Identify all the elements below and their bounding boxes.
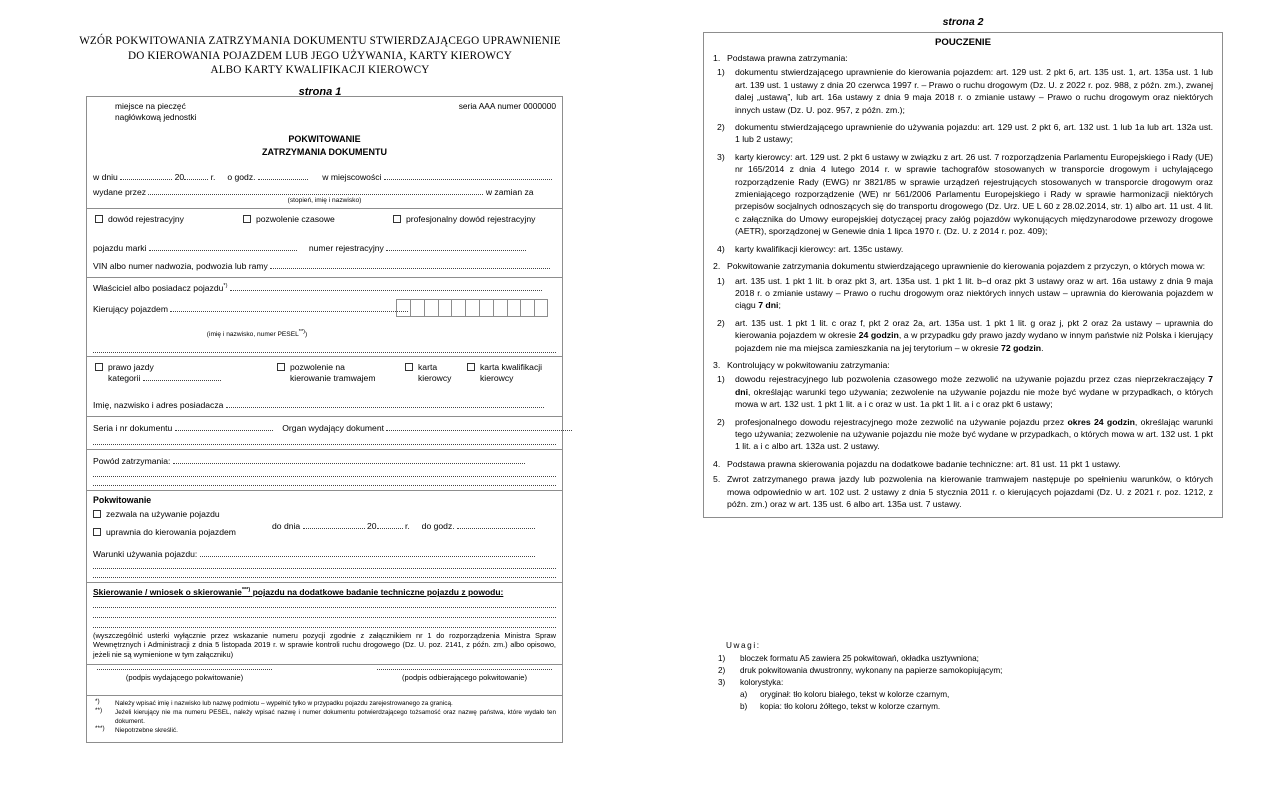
- checkbox-label: profesjonalny dowód rejestracyjny: [406, 213, 536, 224]
- referral-heading: [87, 583, 562, 600]
- instructions-title: POUCZENIE: [935, 37, 991, 48]
- checkbox-label-line2: kierowanie tramwajem: [290, 372, 376, 383]
- subitem-text: art. 135 ust. 1 pkt 1 lit. b oraz pkt 3, art. 135a ust. 1 pkt 1 lit. b–d oraz pkt 3 ustawy oraz w art. 16a ustawy z dnia 9 maja 2018 r. o zmianie ustawy – Prawo o ruchu drogowym oraz niektórych innych ustaw – uprawnia do kierowania pojazdem w ciągu 7 dni;: [735, 275, 1213, 311]
- form-title-line-2: ZATRZYMANIA DOKUMENTU: [262, 146, 387, 157]
- field-vehicle-make[interactable]: [149, 244, 297, 251]
- label-numer-rejestracyjny: numer rejestracyjny: [308, 242, 384, 253]
- referral-line-2: [87, 608, 562, 618]
- instruction-item: [713, 52, 1213, 64]
- signature-line-receiver: [377, 669, 552, 670]
- item-number: 3.: [713, 359, 721, 370]
- footnote-mark: *): [95, 697, 100, 705]
- field-category[interactable]: [143, 374, 221, 381]
- checkbox-box-icon[interactable]: [467, 363, 475, 371]
- subitem-text: profesjonalnego dowodu rejestracyjnego może zezwolić na używanie pojazdu przez okres 24 godzin, określając warunki tego używania; zezwolenie na używanie pojazdu nie może być wydane w przypadkach, o których mowa w art. 132 ust. 1 pkt 1 lit. a i c albo art. 132a ust. 2 ustawy.: [735, 416, 1213, 452]
- footnote-marker-1: *): [223, 283, 228, 290]
- document-series-section: [87, 417, 562, 450]
- series-row: [87, 417, 562, 435]
- note-text: druk pokwitowania dwustronny, wykonany na papierze samokopiującym;: [740, 665, 1003, 675]
- field-hour[interactable]: [258, 173, 308, 180]
- field-series[interactable]: [175, 424, 273, 431]
- label-organ: Organ wydający dokument: [282, 423, 384, 434]
- note-subnumber: a): [740, 689, 748, 699]
- stamp-line-1: miejsce na pieczęć: [115, 101, 186, 111]
- checkbox-box-icon[interactable]: [243, 215, 251, 223]
- signature-issuer-caption: (podpis wydającego pokwitowanie): [125, 672, 244, 682]
- driver-row: [87, 295, 562, 329]
- footnote-text: Jeżeli kierujący nie ma numeru PESEL, należy wpisać nazwę i numer dokumentu potwierdzającego tożsamość oraz nazwę państwa, które wydało ten dokument.: [115, 709, 556, 725]
- footnote-item: [93, 727, 556, 736]
- subitem-number: 1): [717, 374, 725, 385]
- checkbox-label-line1: karta kwalifikacji: [480, 362, 543, 373]
- permit-type-section: [87, 357, 562, 417]
- driver-caption: [87, 329, 407, 342]
- driver-caption-pre: (imię i nazwisko, numer PESEL: [206, 331, 299, 339]
- signature-receiver: [377, 669, 552, 682]
- driver-caption-post: ): [305, 331, 308, 339]
- subitem-number: 2): [717, 317, 725, 328]
- signature-receiver-caption: (podpis odbierającego pokwitowanie): [402, 672, 527, 682]
- subitem-text: dokumentu stwierdzającego uprawnienie do używania pojazdu: art. 129 ust. 2 pkt 6, art. 132 ust. 1 lub 1a lub art. 132a ust. 1 lub 2 ustawy;: [735, 122, 1213, 145]
- subitem-text: karty kierowcy: art. 129 ust. 2 pkt 6 ustawy w związku z art. 26 ust. 7 rozporządzenia Parlamentu Europejskiego i Rady (UE) nr 165/2014 z dnia 4 lutego 2014 r. w sprawie tachografów stosowanych w transporcie drogowym i uchylającego rozporządzenie Rady (EWG) nr 3821/85 w sprawie urządzeń rejestrujących stosowanych w transporcie drogowym oraz zmieniającego rozporządzenie (WE) nr 561/2006 Parlamentu Europejskiego i Rady w sprawie harmonizacji niektórych przepisów socjalnych odnoszących się do transportu drogowego (Dz. Urz. UE L 60 z 28.02.2014, str. 1) albo art. 11 ust. 4 lit. c załącznika do Umowy europejskiej dotyczącej pracy załóg pojazdów wykonujących międzynarodowe przewozy drogowe (AETR), sporządzonej w Genewie dnia 1 lipca 1970 r. (Dz. U. z 2014 r. poz. 409);: [735, 151, 1213, 237]
- subitem-number: 2): [717, 416, 725, 427]
- item-number: 4.: [713, 458, 721, 469]
- footnote-item: [93, 709, 556, 726]
- reason-row: [87, 450, 562, 468]
- label-warunki: Warunki używania pojazdu:: [93, 548, 198, 559]
- note-text: kolorystyka:: [740, 677, 784, 687]
- subitem-number: 4): [717, 243, 725, 254]
- label-year-prefix-2: 20: [366, 520, 377, 531]
- instruction-subitem: [713, 151, 1213, 238]
- form-title-line-1: POKWITOWANIE: [288, 134, 361, 144]
- stamp-placeholder: [115, 101, 196, 123]
- field-until-year[interactable]: [377, 521, 403, 528]
- checkbox-box-icon[interactable]: [93, 510, 101, 518]
- checkbox-label-line1: karta: [418, 362, 438, 373]
- page-1-label: strona 1: [298, 86, 342, 98]
- pesel-cell[interactable]: [438, 299, 452, 317]
- driver-extra-line: [87, 342, 562, 356]
- footnote-item: [93, 697, 556, 709]
- form-title: [87, 133, 562, 164]
- pesel-cell[interactable]: [534, 299, 548, 317]
- note-number: 1): [718, 653, 726, 663]
- label-vin: VIN albo numer nadwozia, podwozia lub ramy: [93, 261, 268, 272]
- stamp-line-2: nagłówkową jednostki: [115, 112, 197, 122]
- field-registration-number[interactable]: [386, 244, 526, 251]
- referral-text-pre: Skierowanie / wniosek o skierowanie: [93, 587, 242, 598]
- date-row: [87, 164, 562, 184]
- conditions-row: [87, 547, 562, 561]
- note-item: [718, 653, 1218, 665]
- item-number: 2.: [713, 261, 721, 272]
- pesel-cell[interactable]: [465, 299, 479, 317]
- label-do-dnia: do dnia: [272, 520, 301, 531]
- instruction-subitem: [713, 66, 1213, 116]
- label-w-zamian-za: w zamian za: [485, 186, 534, 197]
- checkbox-box-icon[interactable]: [95, 363, 103, 371]
- pesel-grid[interactable]: [396, 299, 548, 317]
- footnote-mark: **): [95, 707, 103, 715]
- label-r: r.: [210, 172, 216, 182]
- note-number: 3): [718, 677, 726, 687]
- subitem-text: dowodu rejestracyjnego lub pozwolenia czasowego może zezwolić na używanie pojazdu przez czas nieprzekraczający 7 dni, określając warunki tego używania; zezwolenie na używanie pojazdu nie może być wydane w przypadkach, o których mowa w art. 132 ust. 1 pkt 1 lit. a i c oraz w ust. 1a pkt 1 lit. a i c oraz pkt 6 ustawy;: [735, 374, 1213, 410]
- issued-by-caption: (stopień, imię i nazwisko): [287, 197, 362, 205]
- note-item: [718, 665, 1218, 677]
- field-until-hour[interactable]: [457, 521, 535, 528]
- title-line-3: ALBO KARTY KWALIFIKACJI KIEROWCY: [210, 64, 430, 77]
- referral-section: [87, 583, 562, 664]
- field-driver-name[interactable]: [170, 305, 408, 312]
- note-subitem: [718, 689, 1218, 701]
- subitem-number: 1): [717, 67, 725, 78]
- checkbox-zezwala[interactable]: [93, 509, 220, 520]
- reason-line-2: [87, 468, 562, 477]
- checkbox-box-icon[interactable]: [95, 215, 103, 223]
- serial-number: seria AAA numer 0000000: [458, 101, 556, 111]
- item-number: 5.: [713, 474, 721, 485]
- field-until-day[interactable]: [303, 521, 365, 528]
- page-2-label: strona 2: [942, 16, 984, 28]
- note-subnumber: b): [740, 701, 748, 711]
- label-do-godz: do godz.: [421, 520, 455, 531]
- item-text: Zwrot zatrzymanego prawa jazdy lub pozwolenia na kierowanie tramwajem następuje po spełnieniu warunków, o których mowa odpowiednio w art. 102 ust. 2 ustawy z dnia 5 stycznia 2011 r. o kierujących pojazdami (Dz. U. z 2021 r. poz. 1212, z późn. zm.) oraz w art. 135 ust. 6 albo art. 135a ust. 7 ustawy.: [727, 474, 1213, 509]
- subitem-text: art. 135 ust. 1 pkt 1 lit. c oraz f, pkt 2 oraz 2a, art. 135a ust. 1 pkt 1 lit. g oraz j, pkt 2 oraz 2a ustawy – uprawnia do kierowania pojazdem w okresie 24 godzin, a w przypadku gdy prawo jazdy wydano w innym państwie niż Polska i kierujący pojazdem nie ma miejsca zamieszkania na jej terytorium – w okresie 72 godzin.: [735, 317, 1213, 353]
- footnote-text: Należy wpisać imię i nazwisko lub nazwę podmiotu – wypełnić tylko w przypadku pojazdu zarejestrowanego za granicą.: [115, 699, 453, 707]
- referral-note: (wyszczególnić usterki wyłącznie przez wskazanie numeru pozycji zgodnie z załącznikiem nr 1 do rozporządzenia Ministra Spraw Wewnętrznych i Administracji z dnia 5 listopada 2019 r. w sprawie kontroli ruchu drogowego (Dz. U. poz. 2141, z późn. zm.) albo opisowo, jeżeli nie są wymienione w tym załączniku): [93, 630, 556, 660]
- note-subitem: [718, 701, 1218, 713]
- label-imie-nazwisko-adres: Imię, nazwisko i adres posiadacza: [93, 400, 224, 411]
- footnote-text: Niepotrzebne skreślić.: [115, 727, 178, 735]
- instruction-item: [713, 260, 1213, 272]
- pesel-cell[interactable]: [479, 299, 493, 317]
- field-locality[interactable]: [384, 173, 552, 180]
- page-2-container: [640, 0, 1280, 808]
- label-year-prefix: 20: [174, 172, 185, 182]
- checkbox-label: dowód rejestracyjny: [108, 213, 184, 224]
- footnotes-section: [87, 696, 562, 742]
- checkbox-pozwolenie-czasowe[interactable]: [243, 214, 335, 225]
- field-issued-by[interactable]: [148, 188, 483, 195]
- item-text: Podstawa prawna skierowania pojazdu na dodatkowe badanie techniczne: art. 81 ust. 11 pkt 1 ustawy.: [727, 458, 1121, 469]
- checkbox-label-group: [480, 362, 542, 383]
- notes-section: [718, 640, 1218, 713]
- owner-driver-section: [87, 278, 562, 357]
- field-year[interactable]: [184, 173, 208, 180]
- title-line-2: DO KIEROWANIA POJAZDEM LUB JEGO UŻYWANIA, KARTY KIEROWCY: [128, 49, 512, 62]
- field-reason-3[interactable]: [93, 485, 556, 486]
- issued-by-row: [87, 184, 562, 199]
- label-w-miejscowosci: w miejscowości: [322, 172, 382, 182]
- instruction-item: [713, 473, 1213, 510]
- signatures-section: [87, 665, 562, 696]
- document-type-section: [87, 209, 562, 278]
- reason-line-3: [87, 477, 562, 490]
- instructions-box: [703, 32, 1223, 518]
- checkbox-karta-kierowcy[interactable]: [405, 362, 451, 383]
- checkbox-label: zezwala na używanie pojazdu: [106, 508, 220, 519]
- instruction-subitem: [713, 416, 1213, 453]
- label-pojazdu-marki: pojazdu marki: [93, 242, 147, 253]
- label-powod-zatrzymania: Powód zatrzymania:: [93, 455, 171, 466]
- checkbox-label-line1: prawo jazdy: [108, 362, 154, 373]
- checkbox-label-line1: pozwolenie na: [290, 362, 345, 373]
- checkbox-profesjonalny-dowod[interactable]: [393, 214, 535, 225]
- label-w-dniu: w dniu: [93, 172, 118, 182]
- footnote-marker-2: **): [298, 328, 305, 335]
- pesel-cell[interactable]: [451, 299, 465, 317]
- instruction-subitem: [713, 317, 1213, 354]
- subitem-text: karty kwalifikacji kierowcy: art. 135c ustawy.: [735, 243, 904, 254]
- notes-heading: Uwagi:: [726, 641, 761, 650]
- vehicle-make-row: [87, 233, 562, 255]
- pesel-cell[interactable]: [396, 299, 410, 317]
- instruction-item: [713, 359, 1213, 371]
- instruction-subitem: [713, 275, 1213, 312]
- receipt-dates: [272, 521, 535, 532]
- label-kierujacy: Kierujący pojazdem: [93, 303, 168, 314]
- pesel-cell[interactable]: [507, 299, 521, 317]
- form-header-section: [87, 97, 562, 209]
- field-holder[interactable]: [226, 401, 544, 408]
- checkbox-prawo-jazdy[interactable]: [95, 362, 221, 383]
- label-seria-nr: Seria i nr dokumentu: [93, 423, 173, 434]
- receipt-form: [86, 96, 563, 743]
- pesel-cell[interactable]: [493, 299, 507, 317]
- instruction-item: [713, 458, 1213, 470]
- checkbox-label-group: [290, 362, 376, 383]
- field-organ[interactable]: [386, 424, 572, 431]
- item-text: Pokwitowanie zatrzymania dokumentu stwierdzającego uprawnienie do kierowania pojazdem z przyczyn, o których mowa w:: [727, 261, 1206, 272]
- label-wydane-przez: wydane przez: [93, 186, 147, 197]
- pesel-cell[interactable]: [424, 299, 438, 317]
- checkbox-label-group: [108, 362, 221, 383]
- checkbox-box-icon[interactable]: [277, 363, 285, 371]
- item-number: 1.: [713, 53, 721, 63]
- field-series-extra[interactable]: [93, 444, 556, 445]
- instruction-subitem: [713, 243, 1213, 255]
- checkbox-box-icon[interactable]: [405, 363, 413, 371]
- referral-line-3: [87, 618, 562, 628]
- note-text: bloczek formatu A5 zawiera 25 pokwitowań, okładka usztywniona;: [740, 653, 979, 663]
- receipt-decision-section: [87, 491, 562, 584]
- referral-text-post: pojazdu na dodatkowe badanie techniczne pojazdu z powodu:: [252, 587, 504, 598]
- owner-row: [87, 278, 562, 295]
- footnote-mark: ***): [95, 725, 105, 733]
- checkbox-pozwolenie-tramwaj[interactable]: [277, 362, 376, 383]
- pesel-cell[interactable]: [410, 299, 424, 317]
- subitem-number: 2): [717, 122, 725, 133]
- subitem-number: 3): [717, 151, 725, 162]
- signature-line-issuer: [97, 669, 272, 670]
- checkbox-karta-kwalifikacji[interactable]: [467, 362, 542, 383]
- label-r-2: r.: [404, 520, 410, 531]
- checkbox-box-icon[interactable]: [93, 528, 101, 536]
- checkbox-uprawnia[interactable]: [93, 527, 236, 538]
- signature-issuer: [97, 669, 272, 682]
- detention-reason-section: [87, 450, 562, 491]
- checkbox-label-line2: kategorii: [108, 372, 141, 383]
- conditions-line-3: [87, 569, 562, 582]
- field-owner[interactable]: [230, 284, 542, 291]
- footnote-marker-3: ***): [241, 587, 251, 594]
- note-subtext: kopia: tło koloru żółtego, tekst w kolorze czarnym.: [760, 701, 941, 711]
- document-title: [40, 34, 600, 78]
- vin-row: [87, 254, 562, 277]
- series-extra-line: [87, 435, 562, 449]
- holder-row: [87, 391, 562, 416]
- title-line-1: WZÓR POKWITOWANIA ZATRZYMANIA DOKUMENTU STWIERDZAJĄCEGO UPRAWNIENIE: [79, 35, 561, 47]
- label-wlasciciel: Właściciel albo posiadacz pojazdu: [93, 283, 224, 294]
- note-subtext: oryginał: tło koloru białego, tekst w kolorze czarnym,: [760, 689, 950, 699]
- conditions-line-2: [87, 560, 562, 569]
- checkbox-box-icon[interactable]: [393, 215, 401, 223]
- checkbox-label-line2: kierowcy: [418, 372, 452, 383]
- referral-line-1: [87, 600, 562, 608]
- label-o-godz: o godz.: [227, 172, 256, 182]
- note-item: [718, 677, 1218, 689]
- receipt-heading: Pokwitowanie: [93, 494, 152, 505]
- field-day[interactable]: [120, 173, 172, 180]
- note-number: 2): [718, 665, 726, 675]
- field-vin[interactable]: [270, 262, 550, 269]
- item-text: Kontrolujący w pokwitowaniu zatrzymania:: [727, 359, 890, 370]
- checkbox-label: pozwolenie czasowe: [256, 213, 335, 224]
- field-driver-extra[interactable]: [93, 352, 556, 353]
- field-conditions-3[interactable]: [93, 577, 556, 578]
- checkbox-label: uprawnia do kierowania pojazdem: [106, 526, 236, 537]
- item-text: Podstawa prawna zatrzymania:: [727, 53, 848, 63]
- field-conditions[interactable]: [200, 549, 535, 556]
- subitem-number: 1): [717, 275, 725, 286]
- subitem-text: dokumentu stwierdzającego uprawnienie do kierowania pojazdem: art. 129 ust. 2 pkt 6, art. 135 ust. 1, art. 135a ust. 1 lub art. 139 ust. 1 ustawy z dnia 20 czerwca 1997 r. – Prawo o ruchu drogowym (Dz. U. z 2022 r. poz. 988, z późn. zm.), zwanej dalej „ustawą”, lub art. 16a ustawy z dnia 9 maja 2018 r. o zmianie ustawy – Prawo o ruchu drogowym oraz niektórych innych ustaw (Dz. U. poz. 957, z późn. zm.);: [735, 67, 1213, 115]
- field-reason[interactable]: [173, 457, 525, 464]
- checkbox-label-line2: kierowcy: [480, 372, 514, 383]
- checkbox-label-group: [418, 362, 451, 383]
- checkbox-dowod-rejestracyjny[interactable]: [95, 214, 184, 225]
- instruction-subitem: [713, 121, 1213, 146]
- instruction-subitem: [713, 373, 1213, 410]
- pesel-cell[interactable]: [520, 299, 534, 317]
